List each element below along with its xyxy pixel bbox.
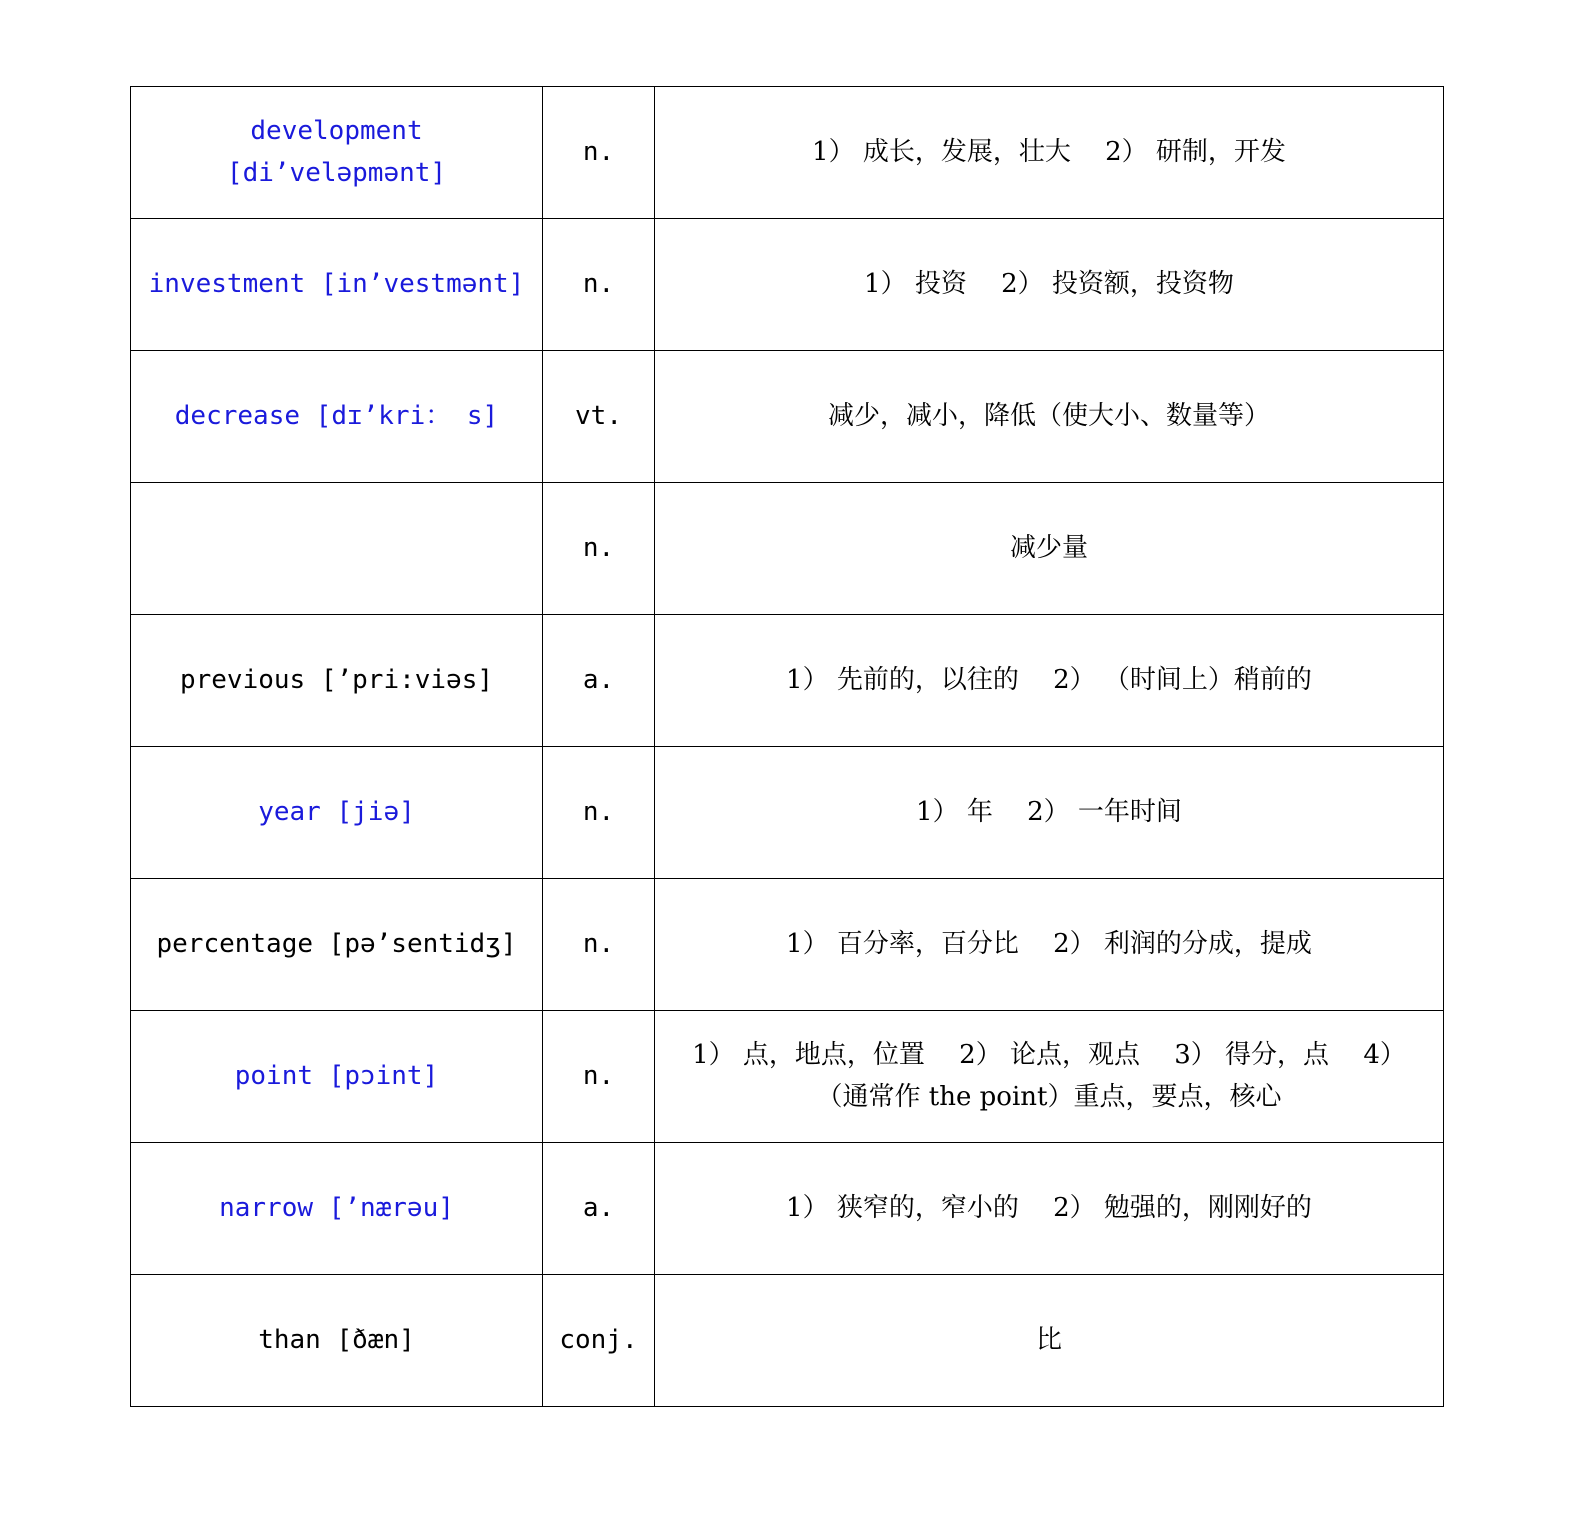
- vocabulary-table-body: [131, 87, 1444, 1407]
- part-of-speech-cell: n.: [543, 747, 655, 879]
- definition-cell: 减少，减小，降低（使大小、数量等）: [655, 351, 1444, 483]
- vocabulary-table: [130, 86, 1444, 1407]
- part-of-speech-cell: conj.: [543, 1275, 655, 1407]
- table-row: [131, 1275, 1444, 1407]
- table-row: [131, 1143, 1444, 1275]
- table-row: [131, 483, 1444, 615]
- word-cell: [131, 483, 543, 615]
- word-cell: point [pɔint]: [131, 1011, 543, 1143]
- word-cell: percentage [pə’sentidʒ]: [131, 879, 543, 1011]
- word-cell: than [ðæn]: [131, 1275, 543, 1407]
- word-cell: investment [in’vestmənt]: [131, 219, 543, 351]
- part-of-speech-cell: vt.: [543, 351, 655, 483]
- definition-cell: 1） 狭窄的，窄小的 2） 勉强的，刚刚好的: [655, 1143, 1444, 1275]
- definition-cell: 1） 百分率，百分比 2） 利润的分成，提成: [655, 879, 1444, 1011]
- part-of-speech-cell: n.: [543, 1011, 655, 1143]
- table-row: [131, 1011, 1444, 1143]
- part-of-speech-cell: a.: [543, 615, 655, 747]
- word-cell: development [di’veləpmənt]: [131, 87, 543, 219]
- definition-cell: 1） 年 2） 一年时间: [655, 747, 1444, 879]
- table-row: [131, 879, 1444, 1011]
- table-row: [131, 747, 1444, 879]
- table-row: [131, 615, 1444, 747]
- table-row: [131, 87, 1444, 219]
- definition-cell: 1） 点，地点，位置 2） 论点，观点 3） 得分，点 4） （通常作 the point）重点，要点，核心: [655, 1011, 1444, 1143]
- definition-cell: 1） 投资 2） 投资额，投资物: [655, 219, 1444, 351]
- part-of-speech-cell: n.: [543, 87, 655, 219]
- word-cell: decrease [dɪ’kri： s]: [131, 351, 543, 483]
- part-of-speech-cell: a.: [543, 1143, 655, 1275]
- table-row: [131, 219, 1444, 351]
- part-of-speech-cell: n.: [543, 483, 655, 615]
- definition-cell: 1） 成长，发展，壮大 2） 研制，开发: [655, 87, 1444, 219]
- word-cell: year [jiə]: [131, 747, 543, 879]
- word-cell: narrow [’nærəu]: [131, 1143, 543, 1275]
- definition-cell: 比: [655, 1275, 1444, 1407]
- definition-cell: 1） 先前的，以往的 2） （时间上）稍前的: [655, 615, 1444, 747]
- word-cell: previous [’pri:viəs]: [131, 615, 543, 747]
- definition-cell: 减少量: [655, 483, 1444, 615]
- part-of-speech-cell: n.: [543, 219, 655, 351]
- part-of-speech-cell: n.: [543, 879, 655, 1011]
- table-row: [131, 351, 1444, 483]
